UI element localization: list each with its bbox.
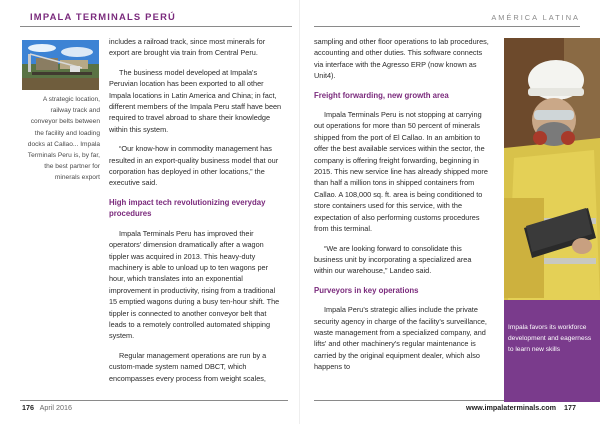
port-facility-photo xyxy=(22,40,99,90)
footer-rule xyxy=(314,400,504,401)
header-rule xyxy=(20,26,292,27)
issue-date: April 2016 xyxy=(39,403,72,412)
header-rule xyxy=(314,26,580,27)
magazine-edition-label: AMÉRICA LATINA xyxy=(491,13,580,22)
section-heading: Freight forwarding, new growth area xyxy=(314,90,449,100)
photo-caption: Impala favors its workforce development and eagerness to learn new skills xyxy=(508,324,592,354)
footer-rule xyxy=(20,400,288,401)
paragraph: Regular management operations are run by a custom-made system named DBCT, which encompasses every process from weight scales, xyxy=(109,350,267,383)
worker-photo xyxy=(504,38,600,300)
magazine-section-title: IMPALA TERMINALS PERÚ xyxy=(30,11,177,22)
paragraph: Impala Terminals Peru is not stopping at carrying out operations for more than 50 percent of minerals shipped from the port of El Callao. In an ambition to offer the best available services within the sector, the company is offering freight forwarding, beginning in 2015. This new service line has already shipped more than half a million tons in shipped containers from Callao. A 108,000 sq. ft. area is being conditioned to store containers used for this service, with the expectation of also performing customs procedures from this terminal. xyxy=(314,110,488,234)
right-body-column xyxy=(314,36,489,381)
paragraph: includes a railroad track, since most minerals for export are brought via train from Central Peru. xyxy=(109,37,266,58)
port-facility-illustration xyxy=(22,40,99,90)
paragraph: Impala Terminals Peru has improved their operators' dimension dramatically after a wagon tippler was acquired in 2013. This heavy-duty machinery is able to unload up to ten wagons per hour, which translates into an exponential improvement in productivity, rising from a traditional 15 emptied wagons during a busy ten-hour shift. The tippler is connected to another conveyor belt that leads to a remotely controlled automated shipping system. xyxy=(109,228,280,341)
page-number: 176 xyxy=(22,403,34,412)
website-url: www.impalaterminals.com xyxy=(465,403,556,412)
section-heading: High impact tech revolutionizing everyday procedures xyxy=(109,197,266,219)
right-footer xyxy=(466,403,576,412)
paragraph: The business model developed at Impala's Peruvian location has been exported to all other Impala locations in Latin America and China; in fact, different members of the Impala Peru staff have been required to travel abroad to share their knowledge within this system. xyxy=(109,67,282,134)
paragraph: “Our know-how in commodity management has resulted in an export-quality business model that our corporation has deployed in other locations,” the executive said. xyxy=(109,144,279,188)
page-number: 177 xyxy=(564,403,576,412)
paragraph: “We are looking forward to consolidate this business unit by incorporating a specialized area within our warehouse,” Landeo said. xyxy=(314,243,472,276)
photo-caption-box xyxy=(504,300,600,402)
left-body-column xyxy=(109,36,284,392)
paragraph: Impala Peru's strategic allies include the private security agency in charge of the facility's surveillance, waste management from a specialized company, and lifts' and other machinery's regular maintenance is carried by the original equipment dealer, which also happens to xyxy=(314,305,487,372)
left-footer xyxy=(22,403,72,412)
paragraph: sampling and other floor operations to lab procedures, accounting and other duties. This software connects via interface with the Agresso ERP (now known as Unit4). xyxy=(314,37,489,81)
worker-illustration xyxy=(504,38,600,300)
section-heading: Purveyors in key operations xyxy=(314,285,419,295)
photo-caption: A strategic location, railway track and conveyor belts between the facility and loading docks at Callao... Impala Terminals Peru is, by far, the best partner for minerals export xyxy=(27,96,100,182)
